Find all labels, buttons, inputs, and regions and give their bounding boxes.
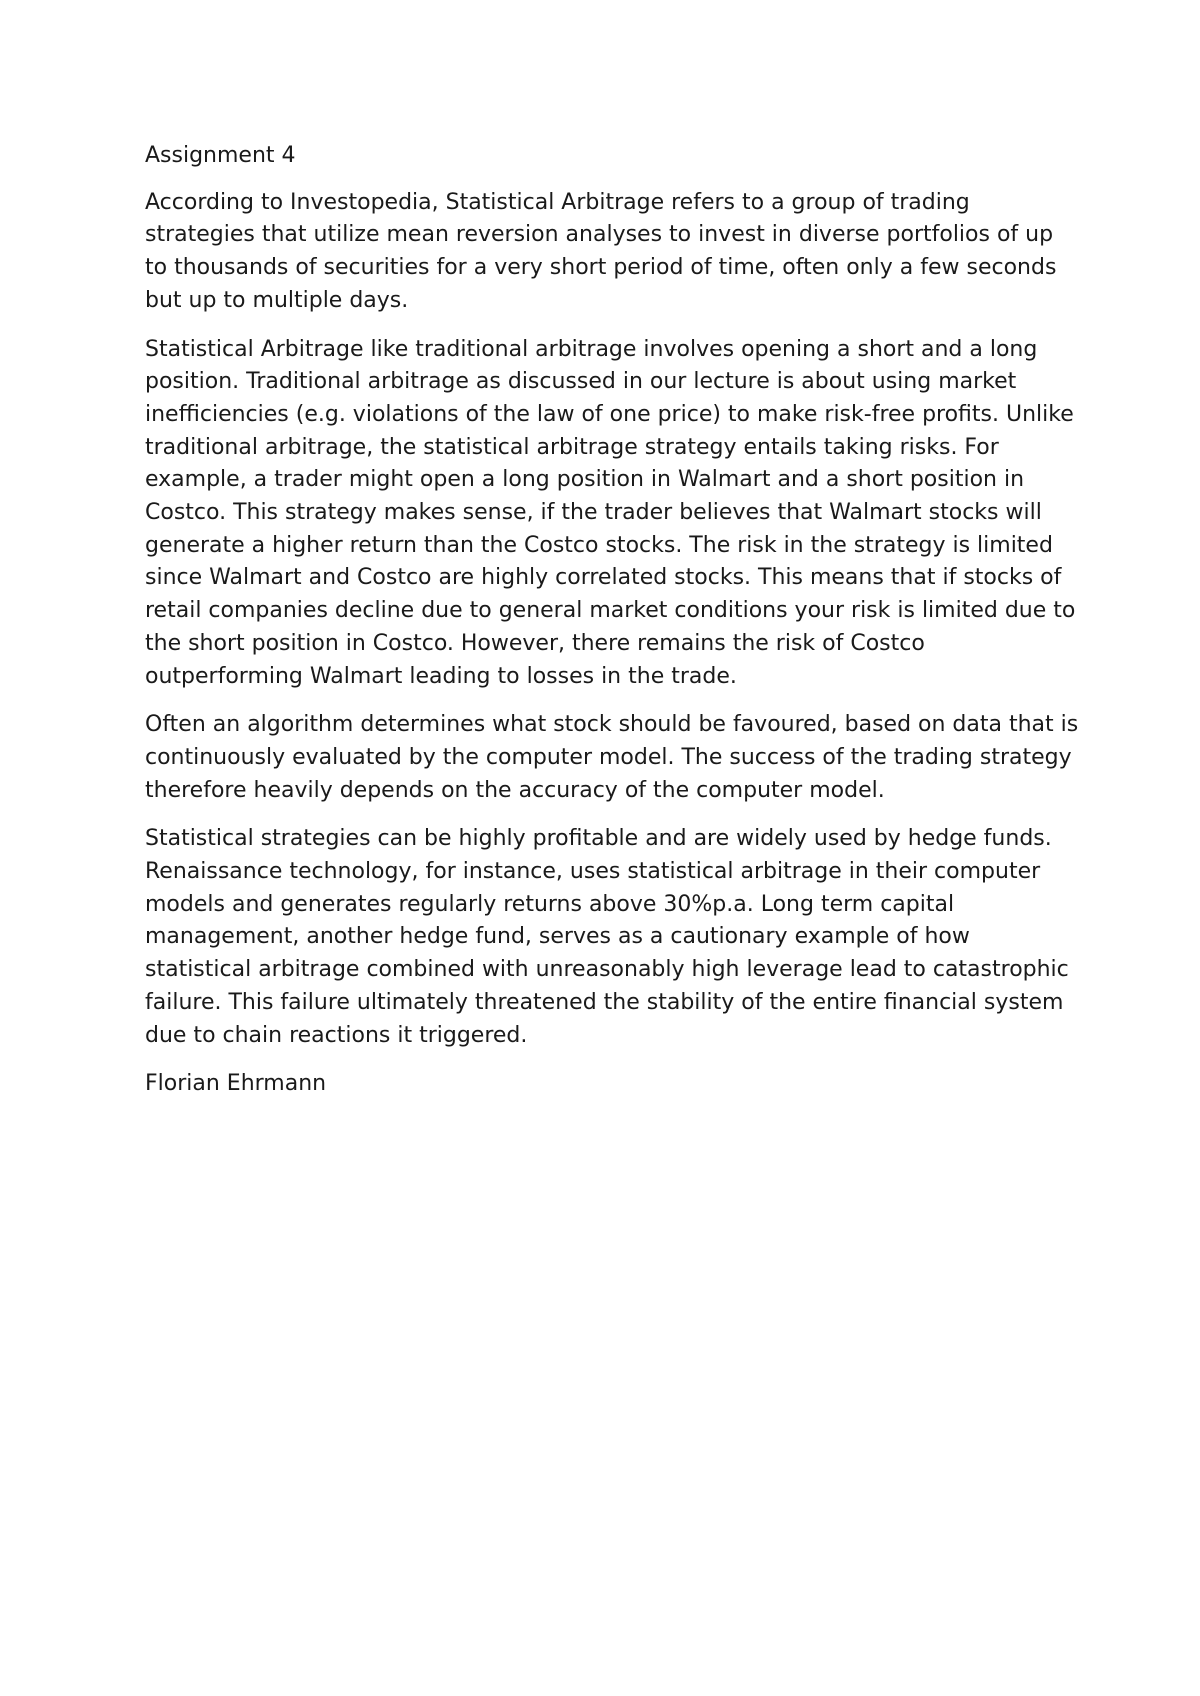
paragraph-definition: According to Investopedia, Statistical Arbitrage refers to a group of trading strategies that utilize mean reversion analyses to invest in diverse portfolios of up to thousands of securities for a very short period of time, often only a few seconds but up to multiple days. [145, 189, 1057, 313]
document-body [145, 140, 1080, 1117]
paragraph-algorithm: Often an algorithm determines what stock should be favoured, based on data that is continuously evaluated by the computer model. The success of the trading strategy therefore heavily depends on the accuracy of the computer model. [145, 712, 1079, 803]
document-title: Assignment 4 [145, 143, 296, 168]
paragraph-hedge-funds: Statistical strategies can be highly profitable and are widely used by hedge funds. Renaissance technology, for instance, uses statistical arbitrage in their computer models and generates regularly returns above 30%p.a. Long term capital management, another hedge fund, serves as a cautionary example of how statistical arbitrage combined with unreasonably high leverage lead to catastrophic failure. This failure ultimately threatened the stability of the entire financial system due to chain reactions it triggered. [145, 826, 1069, 1048]
author-name: Florian Ehrmann [145, 1071, 327, 1097]
paragraph-comparison: Statistical Arbitrage like traditional arbitrage involves opening a short and a long position. Traditional arbitrage as discussed in our lecture is about using market inefficiencies (e.g. violations of the law of one price) to make risk-free profits. Unlike traditional arbitrage, the statistical arbitrage strategy entails taking risks. For example, a trader might open a long position in Walmart and a short position in Costco. This strategy makes sense, if the trader believes that Walmart stocks will generate a higher return than the Costco stocks. The risk in the strategy is limited since Walmart and Costco are highly correlated stocks. This means that if stocks of retail companies decline due to general market conditions your risk is limited due to the short position in Costco. However, there remains the risk of Costco outperforming Walmart leading to losses in the trade. [145, 336, 1076, 689]
